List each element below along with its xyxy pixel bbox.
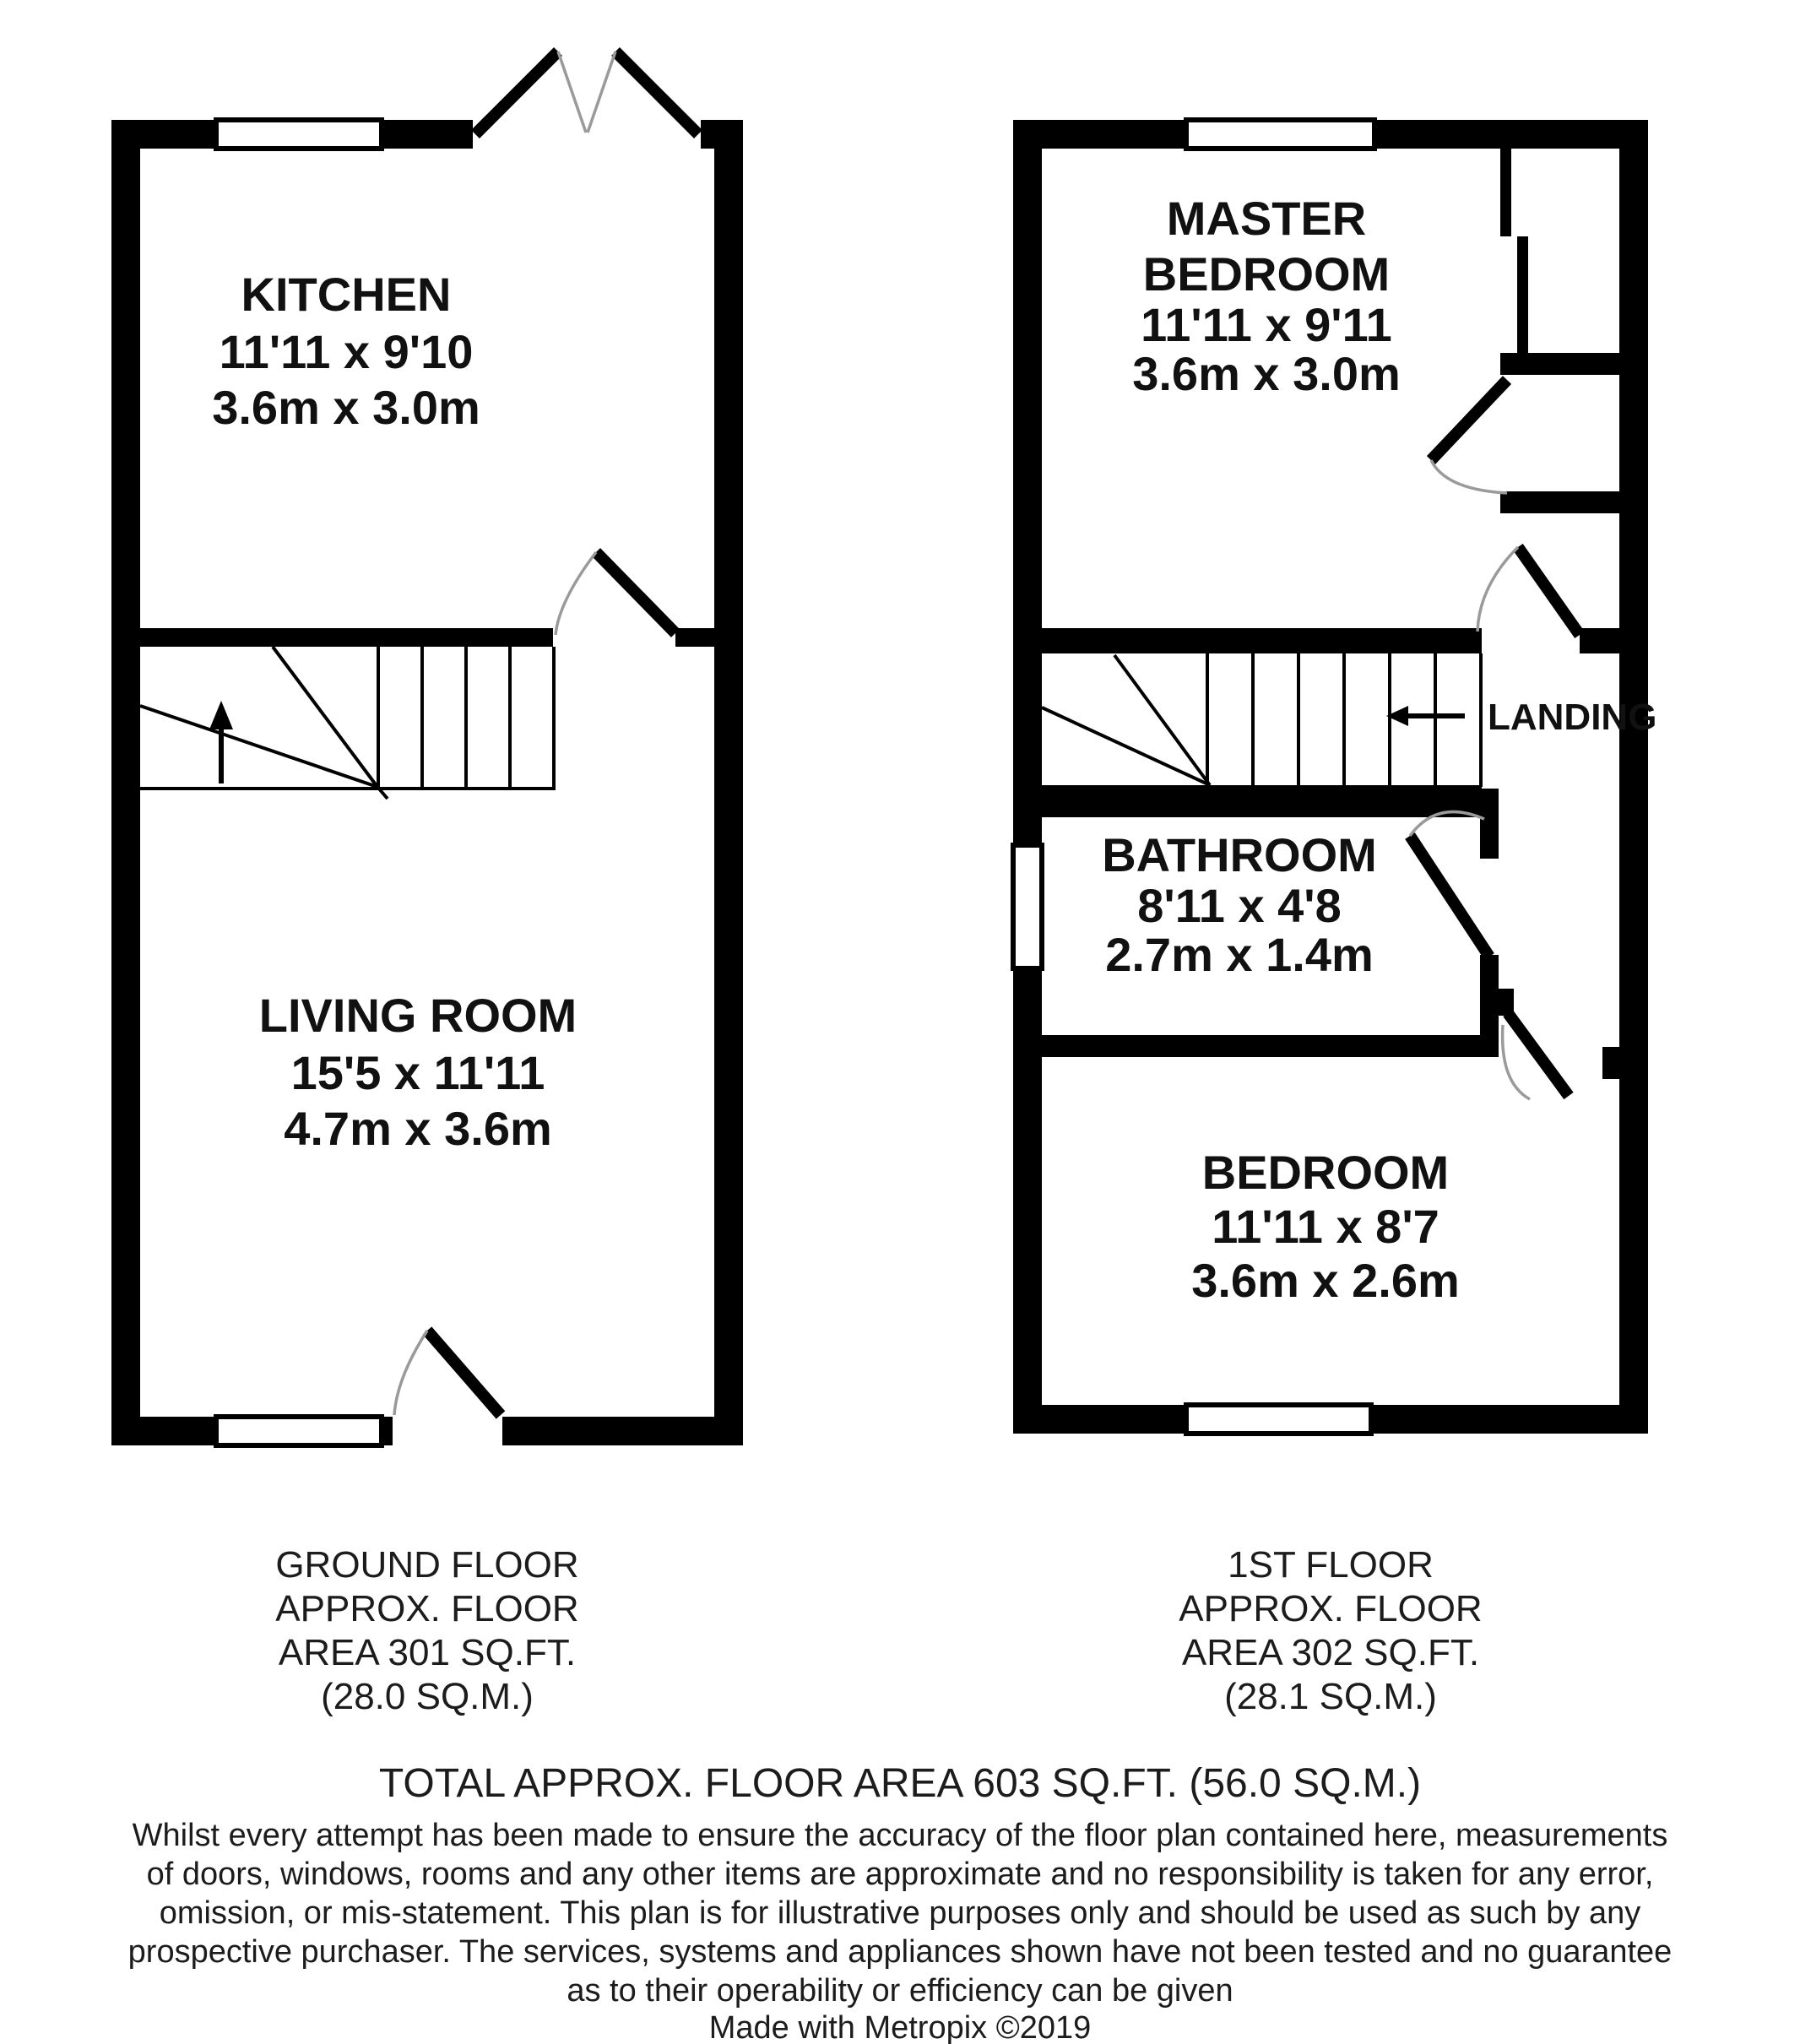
bedroom-label: BEDROOM (1201, 1146, 1450, 1199)
master-bedroom-label-line2: BEDROOM (1142, 247, 1391, 301)
gf-right-wall (714, 120, 743, 1445)
master-bedroom-dims-metric: 3.6m x 3.0m (1132, 347, 1401, 400)
ff-caption-line4: (28.1 SQ.M.) (1224, 1676, 1437, 1717)
living-room-dims-metric: 4.7m x 3.6m (284, 1102, 552, 1155)
landing-label: LANDING (1488, 697, 1657, 738)
closet-partition-upper (1500, 149, 1511, 236)
disclaimer-line4: prospective purchaser. The services, systems and appliances shown have not been tested and no guarantee (127, 1934, 1673, 1970)
bedroom-dims-imperial: 11'11 x 8'7 (1212, 1200, 1439, 1253)
ff-right-wall (1619, 120, 1648, 1434)
gf-caption-line1: GROUND FLOOR (275, 1544, 579, 1586)
closet-door-leaf (1431, 380, 1507, 460)
gf-interior-wall (140, 628, 714, 647)
first-floor-plan (1013, 120, 1656, 1434)
gf-top-wall-corner (701, 120, 743, 149)
living-room-label: LIVING ROOM (258, 989, 577, 1042)
kitchen-door-arc (556, 552, 596, 635)
up-arrow-head (209, 701, 233, 729)
bedroom-window (1186, 1405, 1371, 1434)
kitchen-dims-imperial: 11'11 x 9'10 (219, 325, 474, 378)
living-room-dims-imperial: 15'5 x 11'11 (290, 1046, 545, 1099)
bedroom-dims-metric: 3.6m x 2.6m (1191, 1254, 1460, 1307)
stairs-top-wall (1042, 628, 1482, 653)
master-bedroom-door-arc (1477, 547, 1518, 632)
gf-caption-line3: AREA 301 SQ.FT. (278, 1632, 577, 1673)
bathroom-right-wall-upper-stub (1480, 817, 1499, 859)
first-floor-caption (1179, 1544, 1482, 1717)
bathroom-bottom-wall (1042, 1035, 1499, 1057)
bathroom-label: BATHROOM (1102, 828, 1377, 881)
ground-floor-plan (111, 52, 743, 1445)
master-bedroom-dims-imperial: 11'11 x 9'11 (1141, 298, 1392, 351)
master-bedroom-label-line1: MASTER (1166, 192, 1367, 245)
living-room-door-arc (394, 1331, 427, 1415)
gf-bottom-wall-right (502, 1417, 743, 1445)
gf-winder-line (273, 647, 377, 787)
bathroom-window (1013, 845, 1042, 968)
ff-right-wall-stub (1602, 1047, 1619, 1079)
gf-caption-line2: APPROX. FLOOR (275, 1588, 579, 1629)
footer (128, 1544, 1673, 2044)
kitchen-window (216, 120, 382, 149)
stairs-first-floor (1042, 653, 1482, 797)
closet-partition-lower (1517, 236, 1528, 353)
disclaimer-line5: as to their operability or efficiency can be given (567, 1973, 1233, 2009)
closet-door (1431, 380, 1507, 493)
stairs-top-wall-stub (1580, 628, 1619, 653)
bathroom-dims-imperial: 8'11 x 4'8 (1137, 879, 1342, 932)
kitchen-door-leaf (596, 552, 675, 633)
metropix-credit: Made with Metropix ©2019 (708, 2010, 1092, 2044)
french-door-right-arc (588, 52, 615, 133)
ground-floor-caption (275, 1544, 578, 1717)
french-door-left-leaf (475, 52, 558, 134)
french-door-left-arc (558, 52, 586, 133)
gf-caption-line4: (28.0 SQ.M.) (321, 1676, 534, 1717)
landing-arrow-icon (1386, 706, 1465, 726)
bathroom-door-leaf (1410, 836, 1489, 957)
french-doors (475, 52, 698, 134)
gf-divider-stub (675, 628, 714, 647)
closet-wall-a (1500, 353, 1619, 375)
bedroom-door (1503, 1013, 1569, 1099)
ff-caption-line1: 1ST FLOOR (1228, 1544, 1434, 1586)
gf-winder-line (140, 706, 377, 787)
ff-caption-line3: AREA 302 SQ.FT. (1181, 1632, 1480, 1673)
living-room-window (216, 1417, 382, 1445)
gf-left-wall (111, 120, 140, 1445)
master-bedroom-closet-walls (1500, 149, 1619, 513)
master-bedroom-window (1186, 120, 1374, 149)
ff-left-wall (1013, 120, 1042, 1434)
ff-winder-line (1114, 655, 1210, 785)
stairs-ground-floor (140, 647, 556, 799)
total-floor-area: TOTAL APPROX. FLOOR AREA 603 SQ.FT. (56.0 SQ.M.) (378, 1761, 1422, 1806)
disclaimer-line3: omission, or mis-statement. This plan is for illustrative purposes only and should be used as such by any (159, 1895, 1641, 1931)
gf-divider-wall (140, 628, 553, 647)
kitchen-door (556, 552, 675, 635)
living-room-door-leaf (427, 1331, 501, 1415)
ff-bedroom-landing-wall (1042, 628, 1619, 653)
up-arrow-icon (209, 701, 233, 783)
disclaimer-line1: Whilst every attempt has been made to ensure the accuracy of the floor plan contained here, measurements (132, 1818, 1668, 1853)
closet-door-arc (1431, 460, 1507, 493)
master-bedroom-door (1477, 547, 1580, 635)
ff-caption-line2: APPROX. FLOOR (1179, 1588, 1483, 1629)
bedroom-door-leaf (1508, 1013, 1569, 1096)
disclaimer (128, 1818, 1673, 2009)
living-room-door (394, 1331, 501, 1415)
bathroom-door (1410, 812, 1489, 957)
french-door-right-leaf (615, 52, 698, 134)
closet-wall-b (1500, 491, 1619, 513)
kitchen-dims-metric: 3.6m x 3.0m (212, 381, 480, 434)
bathroom-dims-metric: 2.7m x 1.4m (1105, 928, 1374, 981)
disclaimer-line2: of doors, windows, rooms and any other items are approximate and no responsibility is taken for any error, (146, 1857, 1654, 1892)
stairs-bottom-wall (1042, 789, 1499, 817)
master-bedroom-door-leaf (1518, 547, 1580, 635)
kitchen-label: KITCHEN (241, 268, 452, 321)
ff-winder-line (1042, 708, 1210, 785)
